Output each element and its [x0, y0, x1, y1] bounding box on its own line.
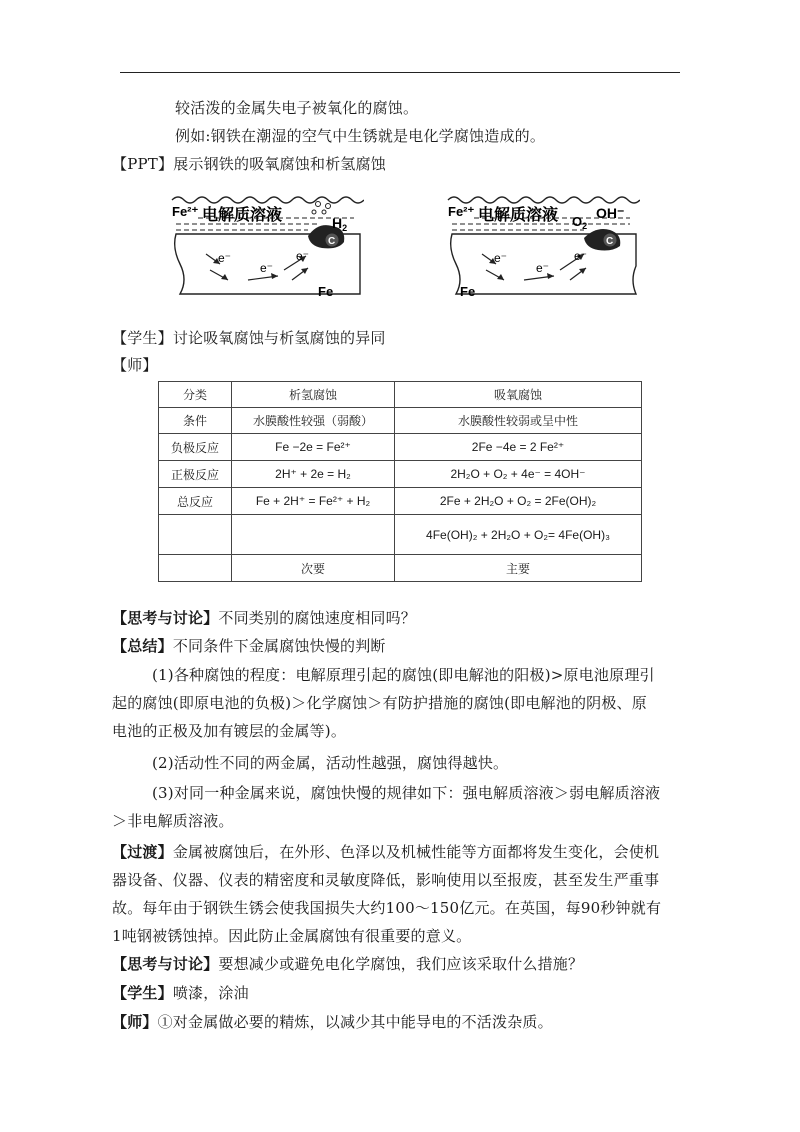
metal-label: Fe	[460, 284, 476, 299]
text-line: 较活泼的金属失电子被氧化的腐蚀。	[175, 99, 419, 117]
transition-line: 【过渡】金属被腐蚀后，在外形、色泽以及机械性能等方面都将发生变化，会使机	[112, 843, 660, 861]
gas-bubble	[326, 204, 331, 209]
think-line: 【思考与讨论】要想减少或避免电化学腐蚀，我们应该采取什么措施？	[112, 955, 584, 973]
svg-text:C: C	[328, 236, 336, 247]
liquid-surface-wave	[172, 197, 364, 203]
header-rule	[120, 72, 680, 73]
fe-ion-label: Fe²⁺	[172, 204, 199, 219]
electron-label: e⁻	[218, 251, 232, 265]
oxygen-corrosion-diagram	[444, 190, 640, 304]
electron-label: e⁻	[574, 249, 588, 263]
table-row: 总反应 Fe + 2H⁺ = Fe²⁺ + H₂ 2Fe + 2H₂O + O₂ = 2Fe(OH)₂	[159, 488, 642, 515]
summary-line: 【总结】不同条件下金属腐蚀快慢的判断	[112, 637, 386, 655]
fe-ion-label: Fe²⁺	[448, 204, 475, 219]
transition-line: 器设备、仪器、仪表的精密度和灵敏度降低，影响使用以至报废，甚至发生严重事	[112, 871, 660, 889]
think-line: 【思考与讨论】不同类别的腐蚀速度相同吗？	[112, 609, 417, 627]
summary-point-1-cont: 电池的正极及加有镀层的金属等)。	[112, 722, 347, 740]
teacher-line: 【师】①对金属做必要的精炼，以减少其中能导电的不活泼杂质。	[112, 1013, 553, 1031]
teacher-line: 【师】	[112, 356, 158, 374]
student-line: 【学生】讨论吸氧腐蚀与析氢腐蚀的异同	[112, 329, 386, 347]
summary-point-3: (3)对同一种金属来说，腐蚀快慢的规律如下：强电解质溶液＞弱电解质溶液	[152, 784, 661, 802]
metal-label: Fe	[318, 284, 334, 299]
transition-line: 1吨钢被锈蚀掉。因此防止金属腐蚀有很重要的意义。	[112, 927, 472, 945]
table-row: 正极反应 2H⁺ + 2e = H₂ 2H₂O + O₂ + 4e⁻ = 4OH⁻	[159, 461, 642, 488]
hydroxide-label: OH⁻	[596, 205, 625, 221]
ppt-line: 【PPT】展示钢铁的吸氧腐蚀和析氢腐蚀	[112, 155, 386, 173]
table-row: 4Fe(OH)₂ + 2H₂O + O₂= 4Fe(OH)₃	[159, 515, 642, 555]
hydrogen-corrosion-diagram	[168, 190, 364, 304]
gas-label: $O_2$	[572, 214, 588, 231]
liquid-surface-wave	[448, 197, 640, 203]
electron-label: e⁻	[494, 251, 508, 265]
summary-point-1-cont: 起的腐蚀(即原电池的负极)＞化学腐蚀＞有防护措施的腐蚀(即电解池的阴极、原	[112, 694, 647, 712]
electrolyte-label: 电解质溶液	[478, 205, 559, 224]
summary-point-3-cont: ＞非电解质溶液。	[112, 812, 234, 830]
text-line: 例如:钢铁在潮湿的空气中生锈就是电化学腐蚀造成的。	[175, 127, 546, 145]
electron-label: e⁻	[296, 249, 310, 263]
electrolyte-label: 电解质溶液	[202, 205, 283, 224]
gas-label: $H_2$	[332, 215, 348, 233]
gas-bubble	[312, 210, 316, 214]
table-row: 条件 水膜酸性较强（弱酸） 水膜酸性较弱或呈中性	[159, 408, 642, 434]
electron-label: e⁻	[536, 261, 550, 275]
svg-text:C: C	[606, 236, 614, 247]
table-header-row: 分类 析氢腐蚀 吸氧腐蚀	[159, 382, 642, 408]
student-line: 【学生】喷漆，涂油	[112, 984, 249, 1002]
gas-bubble	[322, 210, 326, 214]
table-row: 次要 主要	[159, 555, 642, 582]
corrosion-comparison-table	[158, 381, 642, 582]
table-row: 负极反应 Fe −2e = Fe²⁺ 2Fe −4e = 2 Fe²⁺	[159, 434, 642, 461]
summary-point-2: (2)活动性不同的两金属，活动性越强，腐蚀得越快。	[152, 754, 509, 772]
gas-bubble	[316, 202, 321, 207]
transition-line: 故。每年由于钢铁生锈会使我国损失大约100～150亿元。在英国，每90秒钟就有	[112, 899, 662, 917]
electron-label: e⁻	[260, 261, 274, 275]
summary-point-1: (1)各种腐蚀的程度：电解原理引起的腐蚀(即电解池的阳极)>原电池原理引	[152, 666, 655, 684]
